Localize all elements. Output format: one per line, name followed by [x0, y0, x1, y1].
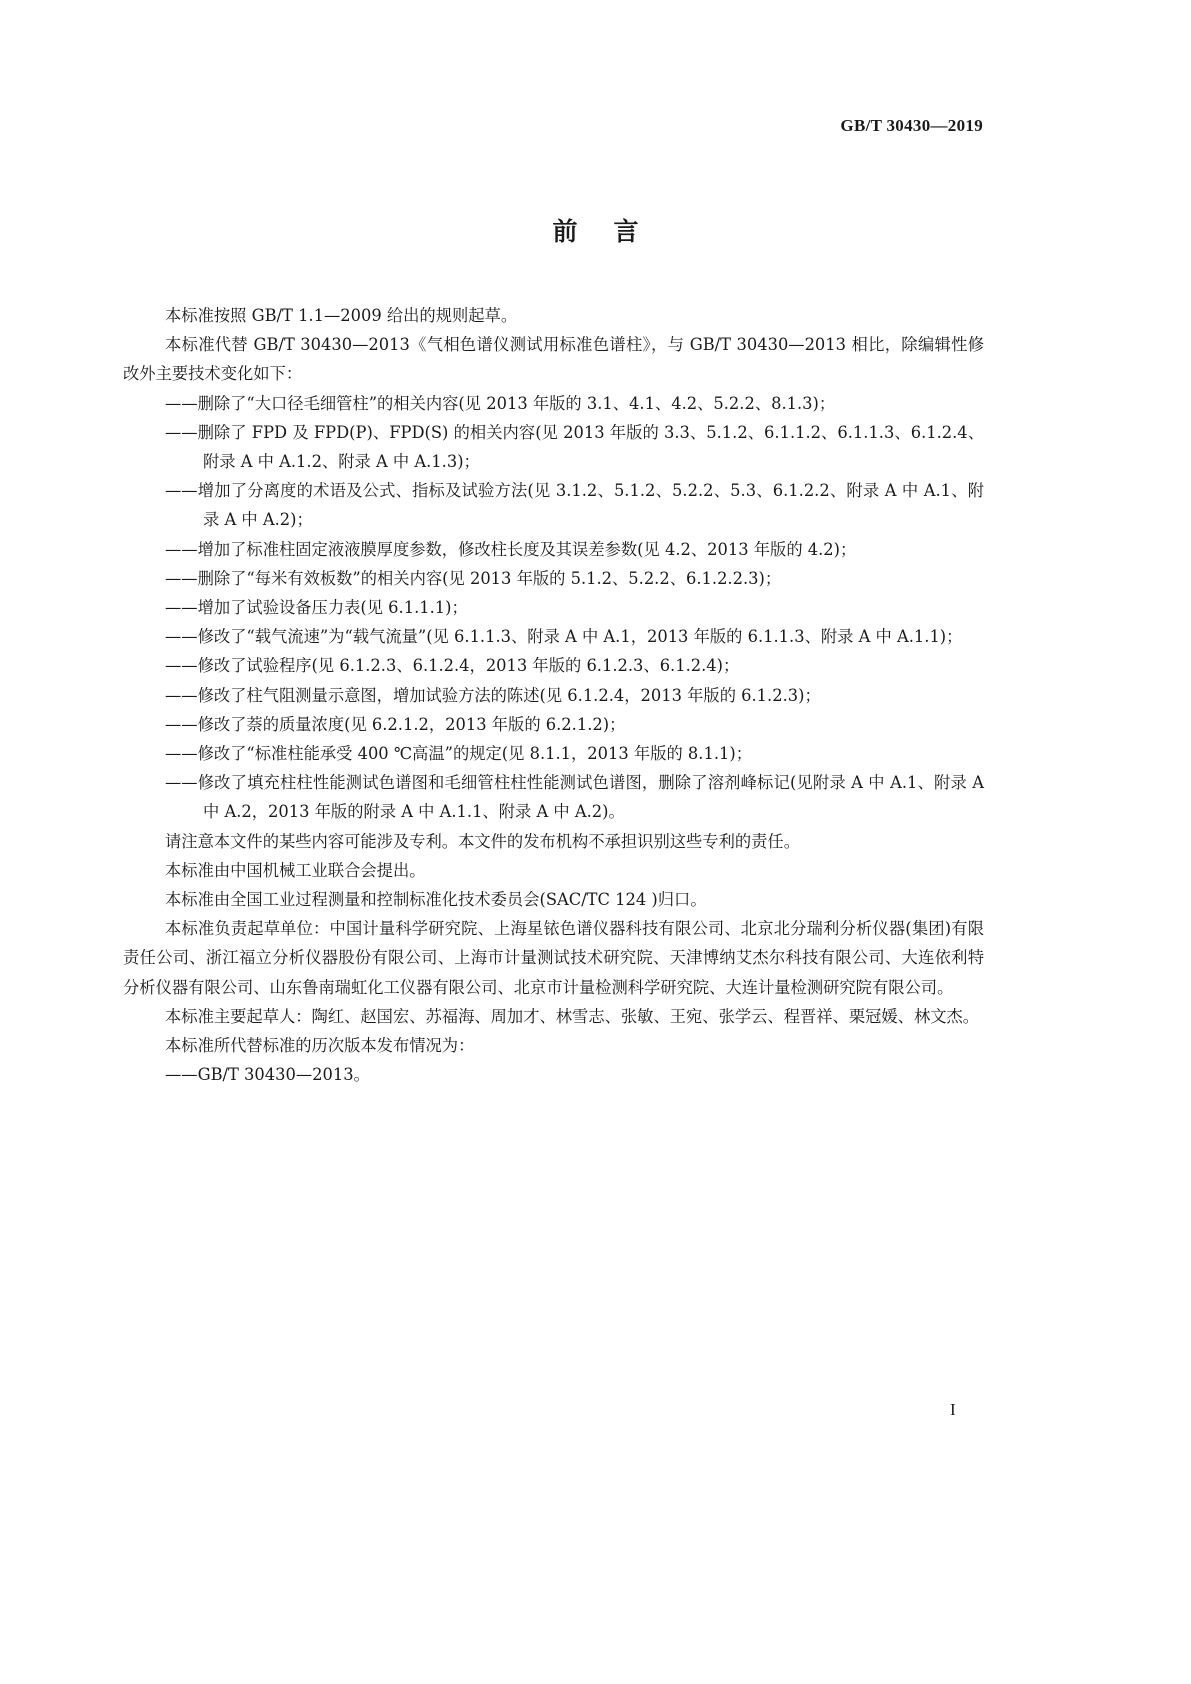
paragraph: 本标准所代替标准的历次版本发布情况为： — [165, 1036, 475, 1056]
change-item: ——增加了标准柱固定液液膜厚度参数，修改柱长度及其误差参数(见 4.2、2013 年版的 4.2)； — [165, 539, 857, 559]
standard-number: GB/T 30430—2019 — [840, 116, 983, 135]
paragraph: 本标准由全国工业过程测量和控制标准化技术委员会(SAC/TC 124 )归口。 — [165, 890, 707, 910]
change-item: ——修改了“载气流速”为“载气流量”(见 6.1.1.3、附录 A 中 A.1，2013 年版的 6.1.1.3、附录 A 中 A.1.1)； — [165, 627, 963, 647]
paragraph: 本标准按照 GB/T 1.1—2009 给出的规则起草。 — [165, 306, 518, 325]
change-item: ——修改了试验程序(见 6.1.2.3、6.1.2.4，2013 年版的 6.1.2.3、6.1.2.4)； — [165, 656, 740, 676]
change-item: ——修改了柱气阻测量示意图，增加试验方法的陈述(见 6.1.2.4，2013 年版的 6.1.2.3)； — [165, 685, 821, 705]
paragraph: 本标准代替 GB/T 30430—2013《气相色谱仪测试用标准色谱柱》，与 GB/T 30430—2013 相比，除编辑性修改外主要技术变化如下： — [123, 335, 984, 384]
change-item: ——增加了试验设备压力表(见 6.1.1.1)； — [165, 598, 468, 618]
page-number: I — [950, 1400, 956, 1419]
history-item: ——GB/T 30430—2013。 — [165, 1065, 370, 1085]
change-item: ——增加了分离度的术语及公式、指标及试验方法(见 3.1.2、5.1.2、5.2.2、5.3、6.1.2.2、附录 A 中 A.1、附录 A 中 A.2)； — [165, 481, 984, 530]
document-body — [123, 301, 984, 1089]
paragraph: 请注意本文件的某些内容可能涉及专利。本文件的发布机构不承担识别这些专利的责任。 — [165, 831, 800, 851]
paragraph: 本标准负责起草单位：中国计量科学研究院、上海星铱色谱仪器科技有限公司、北京北分瑞利分析仪器(集团)有限责任公司、浙江福立分析仪器股份有限公司、上海市计量测试技术研究院、天津博纳艾杰尔科技有限公司、大连依利特分析仪器有限公司、山东鲁南瑞虹化工仪器有限公司、北京市计量检测科学研究院、大连计量检测研究院有限公司。 — [123, 919, 984, 997]
page-title: 前言 — [552, 217, 675, 246]
change-item: ——删除了“每米有效板数”的相关内容(见 2013 年版的 5.1.2、5.2.2、6.1.2.2.3)； — [165, 568, 782, 588]
change-item: ——修改了萘的质量浓度(见 6.2.1.2，2013 年版的 6.2.1.2)； — [165, 714, 626, 734]
change-item: ——删除了“大口径毛细管柱”的相关内容(见 2013 年版的 3.1、4.1、4.2、5.2.2、8.1.3)； — [165, 393, 836, 413]
paragraph: 本标准由中国机械工业联合会提出。 — [165, 860, 426, 880]
paragraph: 本标准主要起草人：陶红、赵国宏、苏福海、周加才、林雪志、张敏、王宛、张学云、程晋祥、栗冠媛、林文杰。 — [165, 1006, 980, 1026]
change-item: ——修改了“标准柱能承受 400 ℃高温”的规定(见 8.1.1，2013 年版的 8.1.1)； — [165, 744, 752, 764]
change-item: ——删除了 FPD 及 FPD(P)、FPD(S) 的相关内容(见 2013 年版的 3.3、5.1.2、6.1.1.2、6.1.1.3、6.1.2.4、附录 A 中 A.1.2、附录 A 中 A.1.3)； — [165, 422, 984, 472]
change-item: ——修改了填充柱柱性能测试色谱图和毛细管柱柱性能测试色谱图，删除了溶剂峰标记(见附录 A 中 A.1、附录 A 中 A.2，2013 年版的附录 A 中 A.1.1、附录 A 中 A.2)。 — [165, 773, 984, 822]
